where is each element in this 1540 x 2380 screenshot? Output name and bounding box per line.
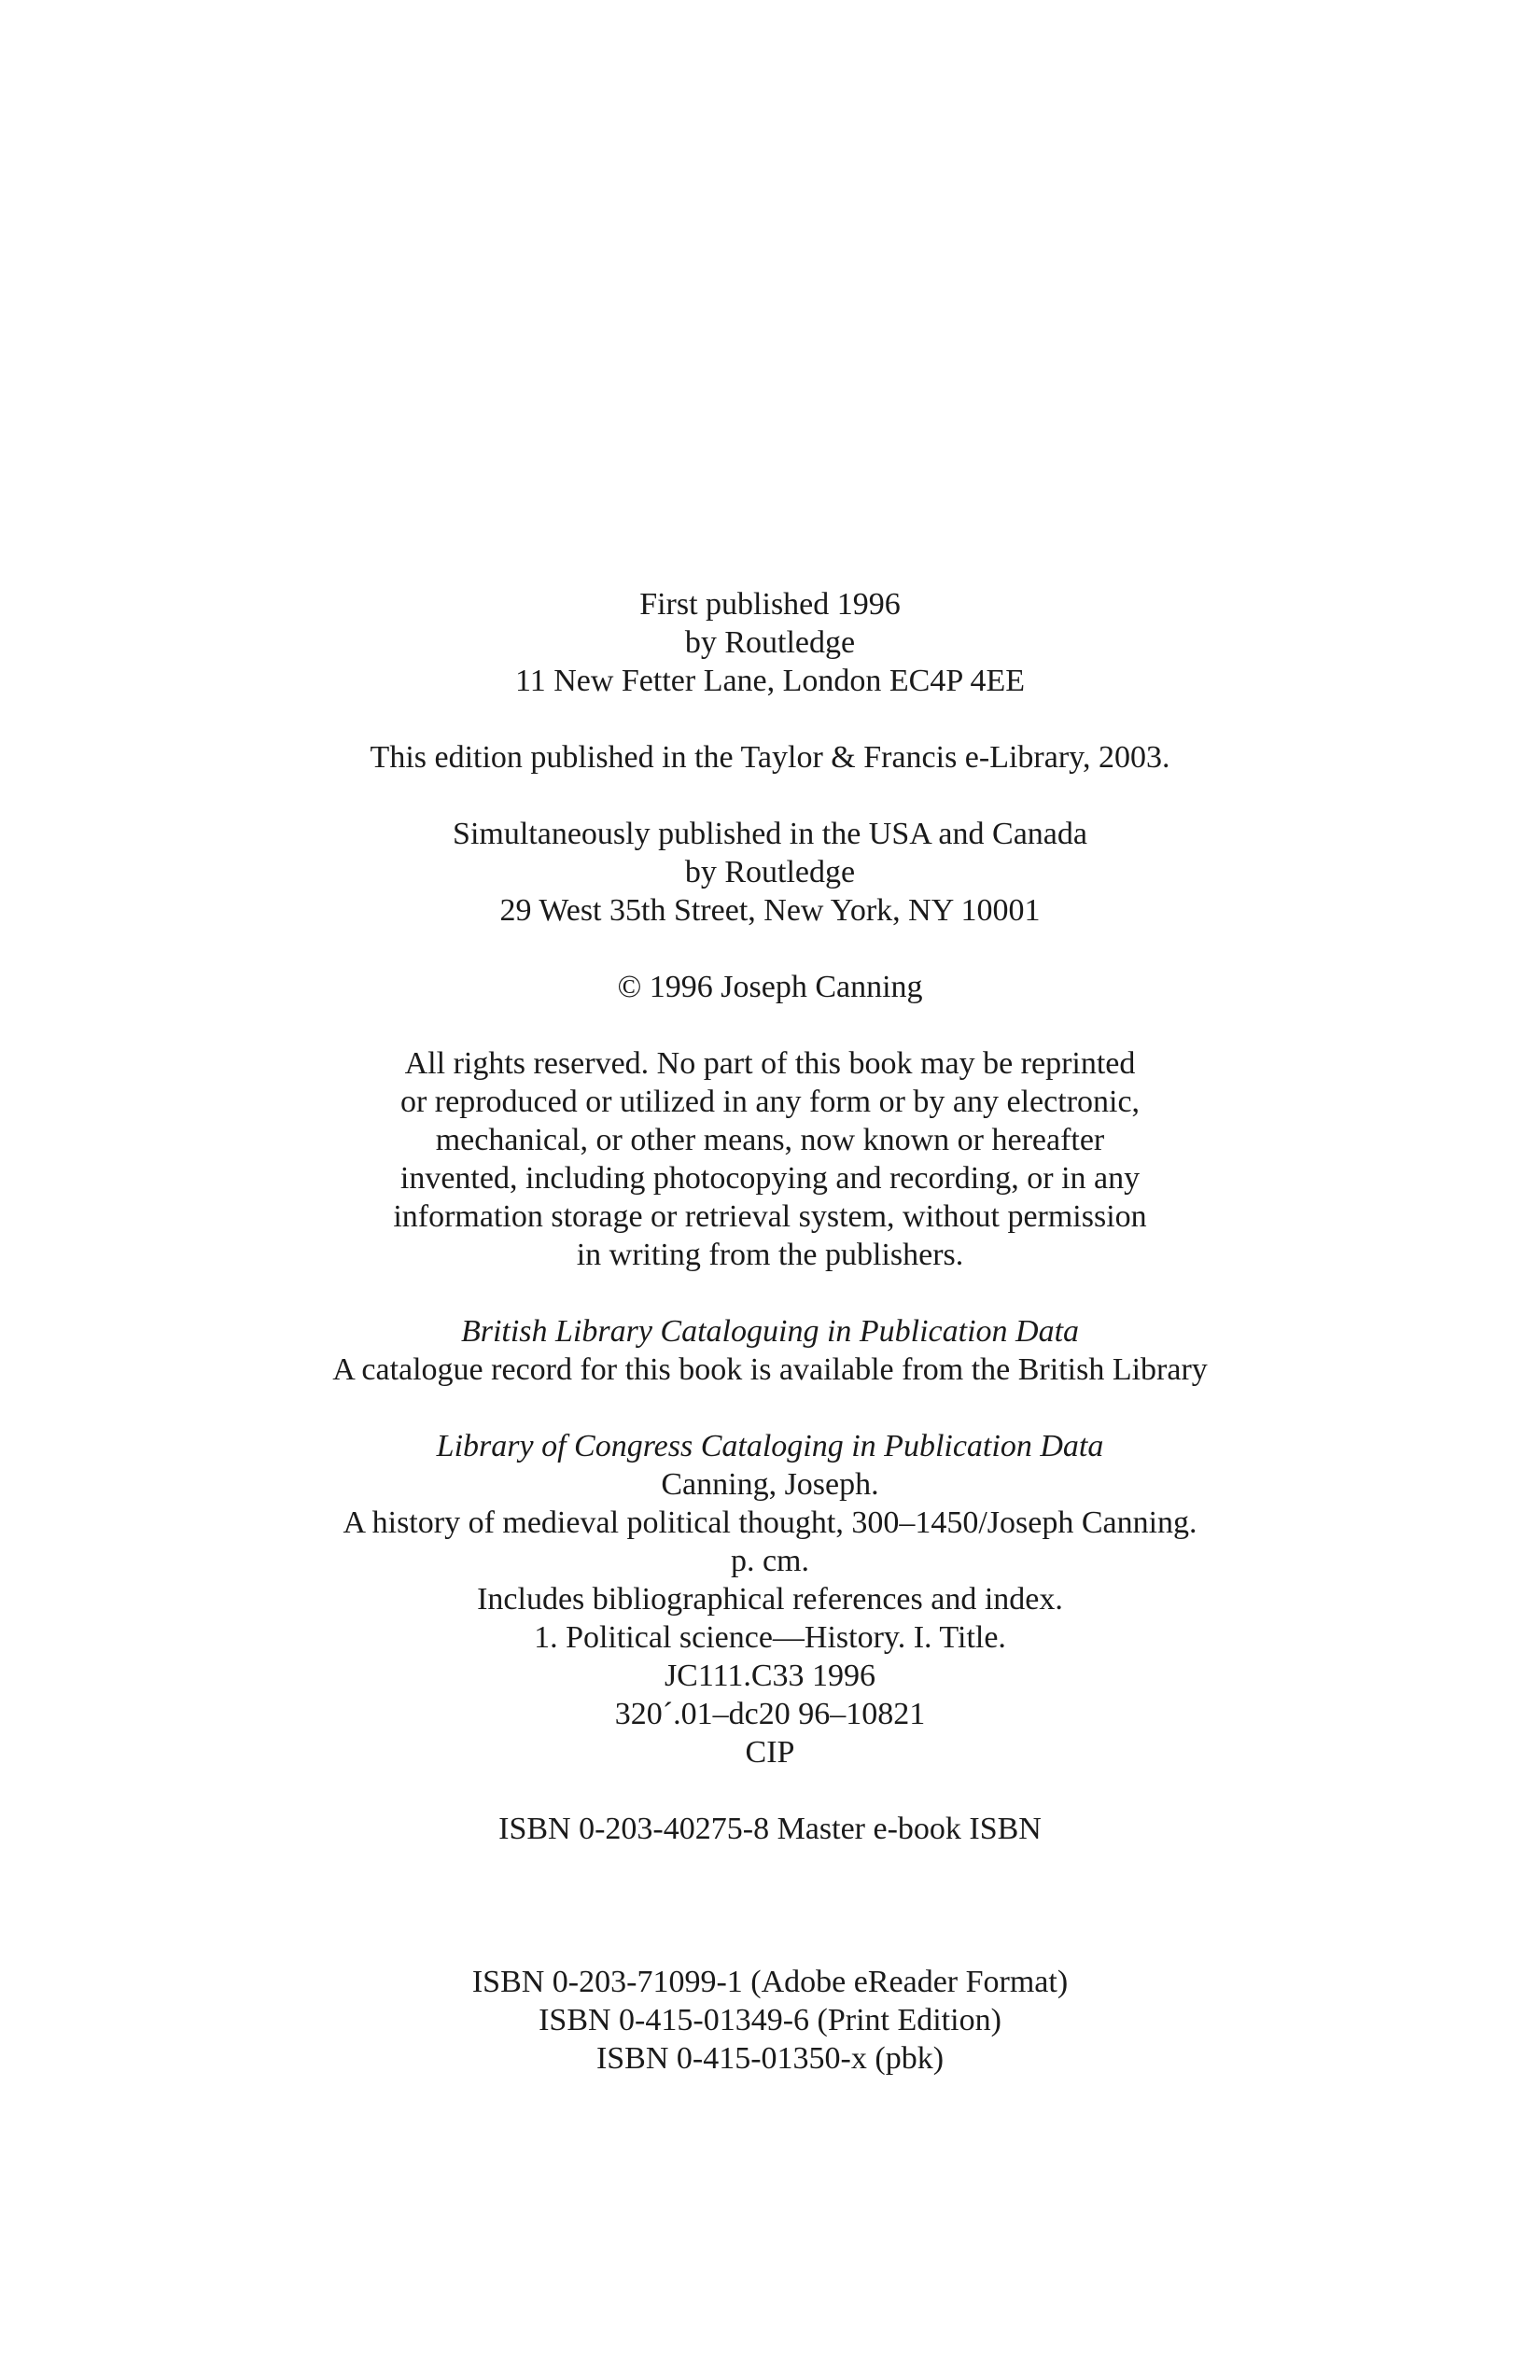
simultaneous-line: Simultaneously published in the USA and Canada bbox=[453, 817, 1087, 851]
cip-label-line: CIP bbox=[745, 1735, 795, 1770]
isbn-line: ISBN 0-415-01350-x (pbk) bbox=[595, 2041, 945, 2076]
us-address-line: 29 West 35th Street, New York, NY 10001 bbox=[499, 893, 1041, 928]
cip-pages-line: p. cm. bbox=[730, 1544, 810, 1578]
library-of-congress-block bbox=[0, 1427, 1540, 1771]
us-publisher-line: by Routledge bbox=[684, 855, 856, 889]
library-of-congress-heading: Library of Congress Cataloging in Publication Data bbox=[436, 1429, 1104, 1463]
publisher-address-line: 11 New Fetter Lane, London EC4P 4EE bbox=[514, 664, 1026, 698]
british-library-heading: British Library Cataloguing in Publication Data bbox=[460, 1314, 1080, 1349]
copyright-block bbox=[0, 968, 1540, 1006]
simultaneous-publication-block bbox=[0, 815, 1540, 930]
rights-notice-block bbox=[0, 1044, 1540, 1274]
first-published-line: First published 1996 bbox=[639, 587, 901, 622]
cip-notes-line: Includes bibliographical references and index. bbox=[477, 1582, 1063, 1617]
rights-line: in writing from the publishers. bbox=[576, 1238, 964, 1272]
rights-line: mechanical, or other means, now known or hereafter bbox=[435, 1123, 1105, 1157]
rights-line: All rights reserved. No part of this book may be reprinted bbox=[404, 1046, 1136, 1081]
rights-line: information storage or retrieval system, without permission bbox=[393, 1199, 1147, 1234]
cip-author-line: Canning, Joseph. bbox=[661, 1467, 879, 1502]
rights-line: invented, including photocopying and recording, or in any bbox=[399, 1161, 1141, 1196]
rights-line: or reproduced or utilized in any form or by any electronic, bbox=[399, 1085, 1141, 1119]
cip-classification-line: 320´.01–dc20 96–10821 bbox=[614, 1697, 926, 1731]
copyright-line: © 1996 Joseph Canning bbox=[617, 970, 923, 1004]
british-library-block bbox=[0, 1312, 1540, 1389]
isbn-list-block bbox=[0, 1963, 1540, 2078]
cip-call-number-line: JC111.C33 1996 bbox=[664, 1659, 876, 1693]
cip-subject-line: 1. Political science—History. I. Title. bbox=[534, 1620, 1006, 1655]
cip-title-line: A history of medieval political thought, 300–1450/Joseph Canning. bbox=[343, 1505, 1197, 1540]
british-library-text: A catalogue record for this book is available from the British Library bbox=[332, 1352, 1208, 1387]
first-publication-block bbox=[0, 585, 1540, 700]
ebook-edition-line: This edition published in the Taylor & Francis e-Library, 2003. bbox=[370, 740, 1170, 775]
master-isbn-block bbox=[0, 1810, 1540, 1848]
ebook-edition-block bbox=[0, 738, 1540, 777]
isbn-line: ISBN 0-415-01349-6 (Print Edition) bbox=[539, 2003, 1001, 2037]
isbn-line: ISBN 0-203-71099-1 (Adobe eReader Format) bbox=[471, 1965, 1069, 1999]
publisher-line: by Routledge bbox=[684, 625, 856, 660]
master-isbn-line: ISBN 0-203-40275-8 Master e-book ISBN bbox=[498, 1812, 1042, 1846]
